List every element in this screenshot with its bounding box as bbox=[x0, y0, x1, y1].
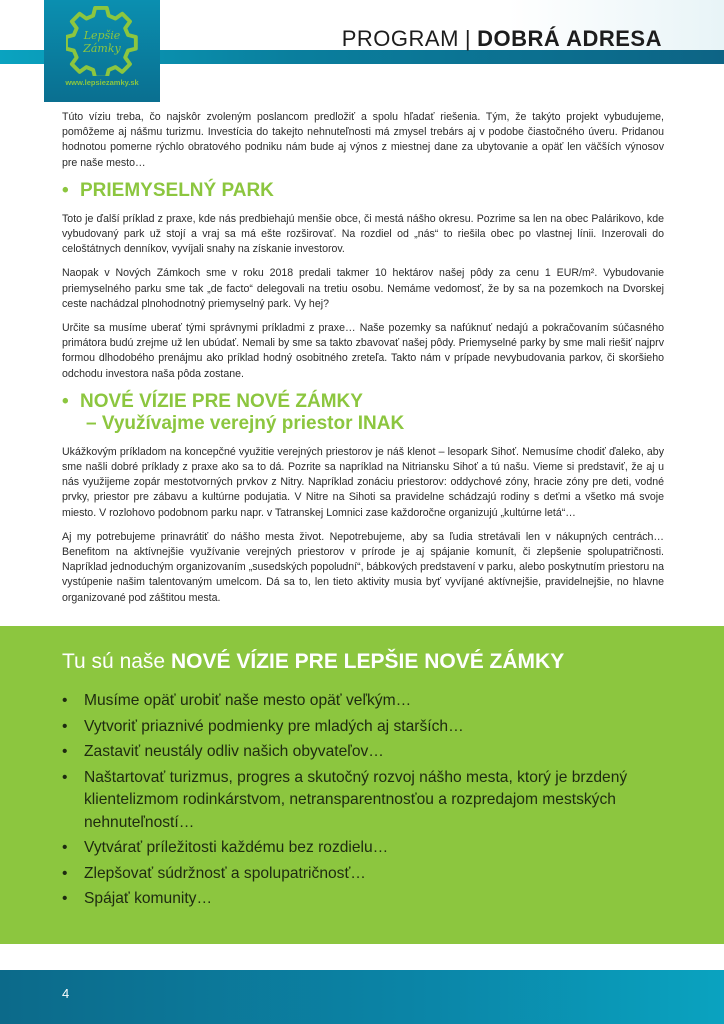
list-bullet: • bbox=[62, 717, 68, 735]
list-item-text: Naštartovať turizmus, progres a skutočný rozvoj nášho mesta, ktorý je brzdený klientelizmom rodinkárstvom, netransparentnosťou a rozpredajom mestských nehnuteľností… bbox=[84, 768, 628, 831]
paragraph: Aj my potrebujeme prinavrátiť do nášho mesta život. Nepotrebujeme, aby sa ľudia stretávali len v nákupných centrách… Benefitom na aktívnejšie využívanie verejných priestorov v prírode je aj spájanie komunít, či zlepšenie spolupatričnosti. Napríklad jednoduchým organizovaním „susedských popoludní“, bábkových predstavení v parku, alebo poskytnutím priestoru na vystúpenie našim talentovaným umelcom. Dá sa to, len tieto aktivity musia byť vyvíjané aktívnejšie, pravidelnejšie, no hlavne organizované pod záštitou mesta. bbox=[62, 530, 664, 604]
heading-bullet: • bbox=[62, 179, 69, 201]
visions-box bbox=[0, 626, 724, 944]
heading-text: PRIEMYSELNÝ PARK bbox=[80, 179, 274, 201]
footer-band bbox=[0, 970, 724, 1024]
list-item-text: Zastaviť neustály odliv našich obyvateľov… bbox=[84, 743, 384, 760]
logo-url[interactable]: www.lepsiezamky.sk bbox=[65, 78, 139, 87]
visions-title-normal: Tu sú naše bbox=[62, 650, 166, 673]
section-heading-industrial-park bbox=[62, 180, 664, 202]
header-title-bold: DOBRÁ ADRESA bbox=[477, 26, 662, 51]
list-item bbox=[62, 863, 682, 886]
cog-logo-icon bbox=[66, 6, 138, 76]
list-bullet: • bbox=[62, 839, 68, 856]
logo-text-line1: Lepšie bbox=[83, 29, 121, 42]
lepsie-zamky-logo[interactable] bbox=[44, 0, 160, 102]
paragraph: Určite sa musíme uberať tými správnymi príkladmi z praxe… Naše pozemky sa nafúknuť nedajú a pokračovaním súčasného primátora budú zrejme už len ubúdať. Nemali by sme sa takto zbavovať našej pôdy. Priemyselné parky by sme mali riešiť najprv formou dlhodobého prenájmu ako príklad hodný osobitného zreteľa. Takto nám v prípade nevybudovania parkov, či skoršieho odchodu investora naša pôda zostane. bbox=[62, 322, 664, 380]
paragraph: Toto je ďalší príklad z praxe, kde nás predbiehajú menšie obce, či mestá nášho okresu. Pozrime sa len na obec Palárikovo, kde vybudovaný park už stojí a vraj sa má ešte rozširovať. Na rozdiel od „nás“ to riešila obec po vlastnej línii. Inzerovali do celoštátnych denníkov, vyvíjali snahy na získanie investorov. bbox=[62, 212, 664, 256]
paragraph: Naopak v Nových Zámkoch sme v roku 2018 predali takmer 10 hektárov našej pôdy za cenu 1 EUR/m². Vybudovanie priemyselného parku sme tak „de facto“ delegovali na tretiu osobu. Nemáme vedomosť, že by sa na pozemkoch na Dvorskej ceste nachádzal plnohodnotný priemyselný park. Vy hej? bbox=[62, 267, 664, 310]
list-item bbox=[62, 716, 682, 739]
visions-title-bold: NOVÉ VÍZIE PRE LEPŠIE NOVÉ ZÁMKY bbox=[170, 650, 565, 673]
heading-text-line1: NOVÉ VÍZIE PRE NOVÉ ZÁMKY bbox=[80, 390, 363, 412]
visions-title bbox=[62, 650, 564, 674]
header-title-light: PROGRAM bbox=[341, 26, 459, 51]
paragraph: Ukážkovým príkladom na koncepčné využitie verejných priestorov je náš klenot – lesopark Sihoť. Nemusíme chodiť ďaleko, aby sme našli dobré príklady z praxe ako sa to dá. Pozrite sa napríklad na Nitriansku Sihoť a tú našu. Vieme si predstaviť, že aj u nás využijeme zopár mestotvorných prvkov z Nitry. Napríklad zonáciu priestorov: oddychové zóny, hracie zóny pre deti, vodné prvky, priestor pre zábavu a kultúrne podujatia. V Nitre na Sihoti sa pravidelne schádzajú rodiny s deťmi a všetko má svoje miesto. V rozlohovo podobnom parku napr. v Tatranskej Lomnici zase každoročne organizujú „kultúrne letá“… bbox=[62, 445, 664, 519]
list-bullet: • bbox=[62, 864, 68, 882]
list-item bbox=[62, 690, 682, 713]
list-bullet: • bbox=[62, 692, 68, 709]
section-heading-new-visions bbox=[62, 391, 664, 435]
list-item bbox=[62, 767, 682, 835]
list-item-text: Spájať komunity… bbox=[84, 890, 213, 907]
list-item bbox=[62, 741, 682, 764]
list-item-text: Vytvoriť priaznivé podmienky pre mladých aj starších… bbox=[84, 717, 464, 735]
page-number: 4 bbox=[62, 986, 70, 1001]
visions-list bbox=[62, 690, 682, 914]
list-item bbox=[62, 837, 682, 860]
logo-text-line2: Zámky bbox=[83, 42, 121, 55]
list-bullet: • bbox=[62, 890, 68, 907]
header-separator: | bbox=[464, 26, 472, 51]
page-header-title bbox=[342, 26, 662, 52]
list-item-text: Musíme opäť urobiť naše mesto opäť veľkým… bbox=[84, 692, 412, 709]
list-item-text: Zlepšovať súdržnosť a spolupatričnosť… bbox=[84, 864, 366, 882]
list-bullet: • bbox=[62, 768, 68, 786]
heading-bullet: • bbox=[62, 390, 69, 412]
list-item-text: Vytvárať príležitosti každému bez rozdielu… bbox=[84, 839, 389, 856]
list-item bbox=[62, 888, 682, 911]
intro-paragraph: Túto víziu treba, čo najskôr zvoleným poslancom predložiť a spolu hľadať riešenia. Tým, že takýto projekt vybudujeme, pomôžeme aj nášmu turizmu. Investícia do takejto nehnuteľnosti má zmysel trebárs aj v podobe čiastočného úveru. Pridanou hodnotou pomerne rýchlo obratového podniku nám bude aj výnos z miestnej dane za ubytovanie a opäť len väčších výnosov pre naše mesto… bbox=[62, 111, 664, 169]
main-content bbox=[62, 110, 664, 615]
list-bullet: • bbox=[62, 743, 68, 760]
heading-text-line2: – Využívajme verejný priestor INAK bbox=[86, 412, 405, 434]
